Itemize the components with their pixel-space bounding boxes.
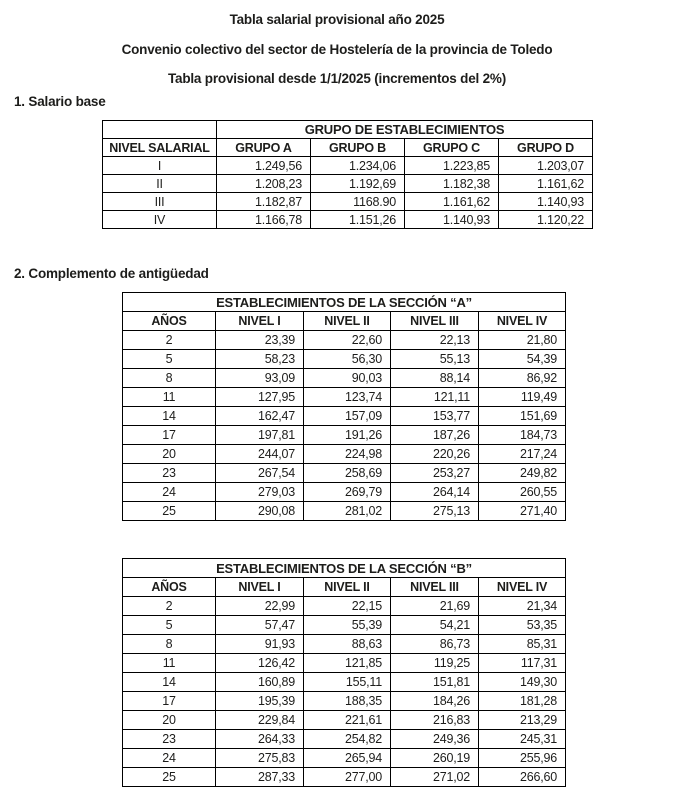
value-cell: 254,82 bbox=[304, 730, 391, 749]
value-cell: 1.161,62 bbox=[405, 193, 499, 211]
value-cell: 119,25 bbox=[391, 654, 479, 673]
row-label-cell: III bbox=[103, 193, 217, 211]
table-row bbox=[123, 635, 566, 654]
value-cell: 21,69 bbox=[391, 597, 479, 616]
value-cell: 271,40 bbox=[479, 502, 566, 521]
document-subtitle: Convenio colectivo del sector de Hostelería de la provincia de Toledo bbox=[121, 42, 553, 57]
value-cell: 117,31 bbox=[479, 654, 566, 673]
value-cell: 22,13 bbox=[391, 331, 479, 350]
value-cell: 1168.90 bbox=[311, 193, 405, 211]
row-label-cell: 25 bbox=[123, 502, 216, 521]
table-row bbox=[123, 445, 566, 464]
value-cell: 55,13 bbox=[391, 350, 479, 369]
document-title: Tabla salarial provisional año 2025 bbox=[229, 12, 445, 27]
value-cell: 1.234,06 bbox=[311, 157, 405, 175]
seccion-a-title-cell: ESTABLECIMIENTOS DE LA SECCIÓN “A” bbox=[123, 293, 566, 312]
value-cell: 23,39 bbox=[216, 331, 304, 350]
row-label-cell: 2 bbox=[123, 331, 216, 350]
value-cell: 22,60 bbox=[304, 331, 391, 350]
column-header: NIVEL IV bbox=[479, 312, 566, 331]
column-header-row bbox=[123, 312, 566, 331]
value-cell: 290,08 bbox=[216, 502, 304, 521]
row-label-cell: 20 bbox=[123, 711, 216, 730]
row-label-cell: 2 bbox=[123, 597, 216, 616]
row-label-cell: 11 bbox=[123, 654, 216, 673]
empty-corner-cell bbox=[103, 121, 217, 139]
row-label-cell: 20 bbox=[123, 445, 216, 464]
row-label-cell: II bbox=[103, 175, 217, 193]
value-cell: 55,39 bbox=[304, 616, 391, 635]
column-header: NIVEL II bbox=[304, 312, 391, 331]
value-cell: 21,34 bbox=[479, 597, 566, 616]
value-cell: 279,03 bbox=[216, 483, 304, 502]
value-cell: 126,42 bbox=[216, 654, 304, 673]
value-cell: 281,02 bbox=[304, 502, 391, 521]
table-row bbox=[123, 711, 566, 730]
value-cell: 269,79 bbox=[304, 483, 391, 502]
table-row bbox=[123, 483, 566, 502]
seccion-a-table bbox=[122, 292, 566, 521]
value-cell: 119,49 bbox=[479, 388, 566, 407]
value-cell: 184,26 bbox=[391, 692, 479, 711]
table-row bbox=[103, 211, 593, 229]
value-cell: 1.249,56 bbox=[217, 157, 311, 175]
value-cell: 149,30 bbox=[479, 673, 566, 692]
value-cell: 88,14 bbox=[391, 369, 479, 388]
value-cell: 275,13 bbox=[391, 502, 479, 521]
value-cell: 53,35 bbox=[479, 616, 566, 635]
table-row bbox=[123, 464, 566, 483]
value-cell: 287,33 bbox=[216, 768, 304, 787]
row-label-cell: 5 bbox=[123, 350, 216, 369]
table-title-row bbox=[123, 293, 566, 312]
column-header: AÑOS bbox=[123, 578, 216, 597]
value-cell: 157,09 bbox=[304, 407, 391, 426]
value-cell: 1.161,62 bbox=[499, 175, 593, 193]
column-header: NIVEL I bbox=[216, 578, 304, 597]
value-cell: 54,21 bbox=[391, 616, 479, 635]
table-row bbox=[123, 673, 566, 692]
column-header: NIVEL III bbox=[391, 312, 479, 331]
value-cell: 1.203,07 bbox=[499, 157, 593, 175]
value-cell: 271,02 bbox=[391, 768, 479, 787]
row-label-cell: 23 bbox=[123, 730, 216, 749]
value-cell: 1.182,87 bbox=[217, 193, 311, 211]
value-cell: 195,39 bbox=[216, 692, 304, 711]
table-row bbox=[123, 616, 566, 635]
value-cell: 245,31 bbox=[479, 730, 566, 749]
row-label-cell: 24 bbox=[123, 749, 216, 768]
row-label-cell: 5 bbox=[123, 616, 216, 635]
document-subtitle-2: Tabla provisional desde 1/1/2025 (incrementos del 2%) bbox=[167, 71, 507, 86]
value-cell: 127,95 bbox=[216, 388, 304, 407]
table-row bbox=[123, 369, 566, 388]
value-cell: 265,94 bbox=[304, 749, 391, 768]
salario-base-table bbox=[102, 120, 593, 229]
value-cell: 224,98 bbox=[304, 445, 391, 464]
value-cell: 221,61 bbox=[304, 711, 391, 730]
row-label-cell: 14 bbox=[123, 407, 216, 426]
row-label-cell: 24 bbox=[123, 483, 216, 502]
group-header-row bbox=[103, 121, 593, 139]
value-cell: 85,31 bbox=[479, 635, 566, 654]
table-row bbox=[123, 597, 566, 616]
value-cell: 217,24 bbox=[479, 445, 566, 464]
value-cell: 86,92 bbox=[479, 369, 566, 388]
table-row bbox=[103, 175, 593, 193]
value-cell: 151,81 bbox=[391, 673, 479, 692]
value-cell: 220,26 bbox=[391, 445, 479, 464]
table-row bbox=[123, 502, 566, 521]
column-header: NIVEL II bbox=[304, 578, 391, 597]
seccion-b-table bbox=[122, 558, 566, 787]
value-cell: 21,80 bbox=[479, 331, 566, 350]
table-row bbox=[123, 692, 566, 711]
value-cell: 155,11 bbox=[304, 673, 391, 692]
row-label-cell: 23 bbox=[123, 464, 216, 483]
value-cell: 275,83 bbox=[216, 749, 304, 768]
value-cell: 1.223,85 bbox=[405, 157, 499, 175]
table-row bbox=[103, 157, 593, 175]
value-cell: 264,14 bbox=[391, 483, 479, 502]
value-cell: 181,28 bbox=[479, 692, 566, 711]
table-row bbox=[103, 193, 593, 211]
table-row bbox=[123, 654, 566, 673]
column-header: NIVEL IV bbox=[479, 578, 566, 597]
value-cell: 121,11 bbox=[391, 388, 479, 407]
value-cell: 277,00 bbox=[304, 768, 391, 787]
value-cell: 1.120,22 bbox=[499, 211, 593, 229]
column-header: NIVEL III bbox=[391, 578, 479, 597]
value-cell: 260,55 bbox=[479, 483, 566, 502]
value-cell: 22,99 bbox=[216, 597, 304, 616]
value-cell: 160,89 bbox=[216, 673, 304, 692]
value-cell: 197,81 bbox=[216, 426, 304, 445]
row-label-cell: 17 bbox=[123, 692, 216, 711]
value-cell: 90,03 bbox=[304, 369, 391, 388]
value-cell: 191,26 bbox=[304, 426, 391, 445]
column-header: GRUPO D bbox=[499, 139, 593, 157]
column-header: GRUPO C bbox=[405, 139, 499, 157]
value-cell: 188,35 bbox=[304, 692, 391, 711]
value-cell: 184,73 bbox=[479, 426, 566, 445]
table-row bbox=[123, 730, 566, 749]
group-header-cell: GRUPO DE ESTABLECIMIENTOS bbox=[217, 121, 593, 139]
value-cell: 86,73 bbox=[391, 635, 479, 654]
table-row bbox=[123, 388, 566, 407]
column-header: NIVEL I bbox=[216, 312, 304, 331]
row-label-cell: 8 bbox=[123, 635, 216, 654]
value-cell: 58,23 bbox=[216, 350, 304, 369]
value-cell: 93,09 bbox=[216, 369, 304, 388]
table-row bbox=[123, 350, 566, 369]
value-cell: 88,63 bbox=[304, 635, 391, 654]
value-cell: 229,84 bbox=[216, 711, 304, 730]
row-label-cell: IV bbox=[103, 211, 217, 229]
column-header: NIVEL SALARIAL bbox=[103, 139, 217, 157]
value-cell: 216,83 bbox=[391, 711, 479, 730]
table-row bbox=[123, 426, 566, 445]
value-cell: 1.140,93 bbox=[499, 193, 593, 211]
value-cell: 260,19 bbox=[391, 749, 479, 768]
row-label-cell: 8 bbox=[123, 369, 216, 388]
value-cell: 264,33 bbox=[216, 730, 304, 749]
row-label-cell: 17 bbox=[123, 426, 216, 445]
table-row bbox=[123, 407, 566, 426]
seccion-b-title-cell: ESTABLECIMIENTOS DE LA SECCIÓN “B” bbox=[123, 559, 566, 578]
table-row bbox=[123, 749, 566, 768]
column-header: GRUPO B bbox=[311, 139, 405, 157]
column-header: GRUPO A bbox=[217, 139, 311, 157]
row-label-cell: 25 bbox=[123, 768, 216, 787]
value-cell: 187,26 bbox=[391, 426, 479, 445]
value-cell: 153,77 bbox=[391, 407, 479, 426]
value-cell: 1.208,23 bbox=[217, 175, 311, 193]
value-cell: 244,07 bbox=[216, 445, 304, 464]
column-header-row bbox=[103, 139, 593, 157]
column-header-row bbox=[123, 578, 566, 597]
value-cell: 255,96 bbox=[479, 749, 566, 768]
value-cell: 57,47 bbox=[216, 616, 304, 635]
value-cell: 91,93 bbox=[216, 635, 304, 654]
value-cell: 22,15 bbox=[304, 597, 391, 616]
value-cell: 151,69 bbox=[479, 407, 566, 426]
value-cell: 54,39 bbox=[479, 350, 566, 369]
table-title-row bbox=[123, 559, 566, 578]
section-heading-complemento: 2. Complemento de antigüedad bbox=[14, 266, 209, 281]
value-cell: 1.151,26 bbox=[311, 211, 405, 229]
value-cell: 267,54 bbox=[216, 464, 304, 483]
section-heading-salario-base: 1. Salario base bbox=[14, 94, 106, 109]
row-label-cell: 11 bbox=[123, 388, 216, 407]
value-cell: 1.166,78 bbox=[217, 211, 311, 229]
value-cell: 213,29 bbox=[479, 711, 566, 730]
row-label-cell: I bbox=[103, 157, 217, 175]
value-cell: 1.182,38 bbox=[405, 175, 499, 193]
value-cell: 258,69 bbox=[304, 464, 391, 483]
table-row bbox=[123, 768, 566, 787]
value-cell: 249,36 bbox=[391, 730, 479, 749]
column-header: AÑOS bbox=[123, 312, 216, 331]
value-cell: 249,82 bbox=[479, 464, 566, 483]
value-cell: 1.140,93 bbox=[405, 211, 499, 229]
value-cell: 56,30 bbox=[304, 350, 391, 369]
value-cell: 121,85 bbox=[304, 654, 391, 673]
value-cell: 266,60 bbox=[479, 768, 566, 787]
table-row bbox=[123, 331, 566, 350]
value-cell: 162,47 bbox=[216, 407, 304, 426]
row-label-cell: 14 bbox=[123, 673, 216, 692]
value-cell: 123,74 bbox=[304, 388, 391, 407]
value-cell: 253,27 bbox=[391, 464, 479, 483]
value-cell: 1.192,69 bbox=[311, 175, 405, 193]
